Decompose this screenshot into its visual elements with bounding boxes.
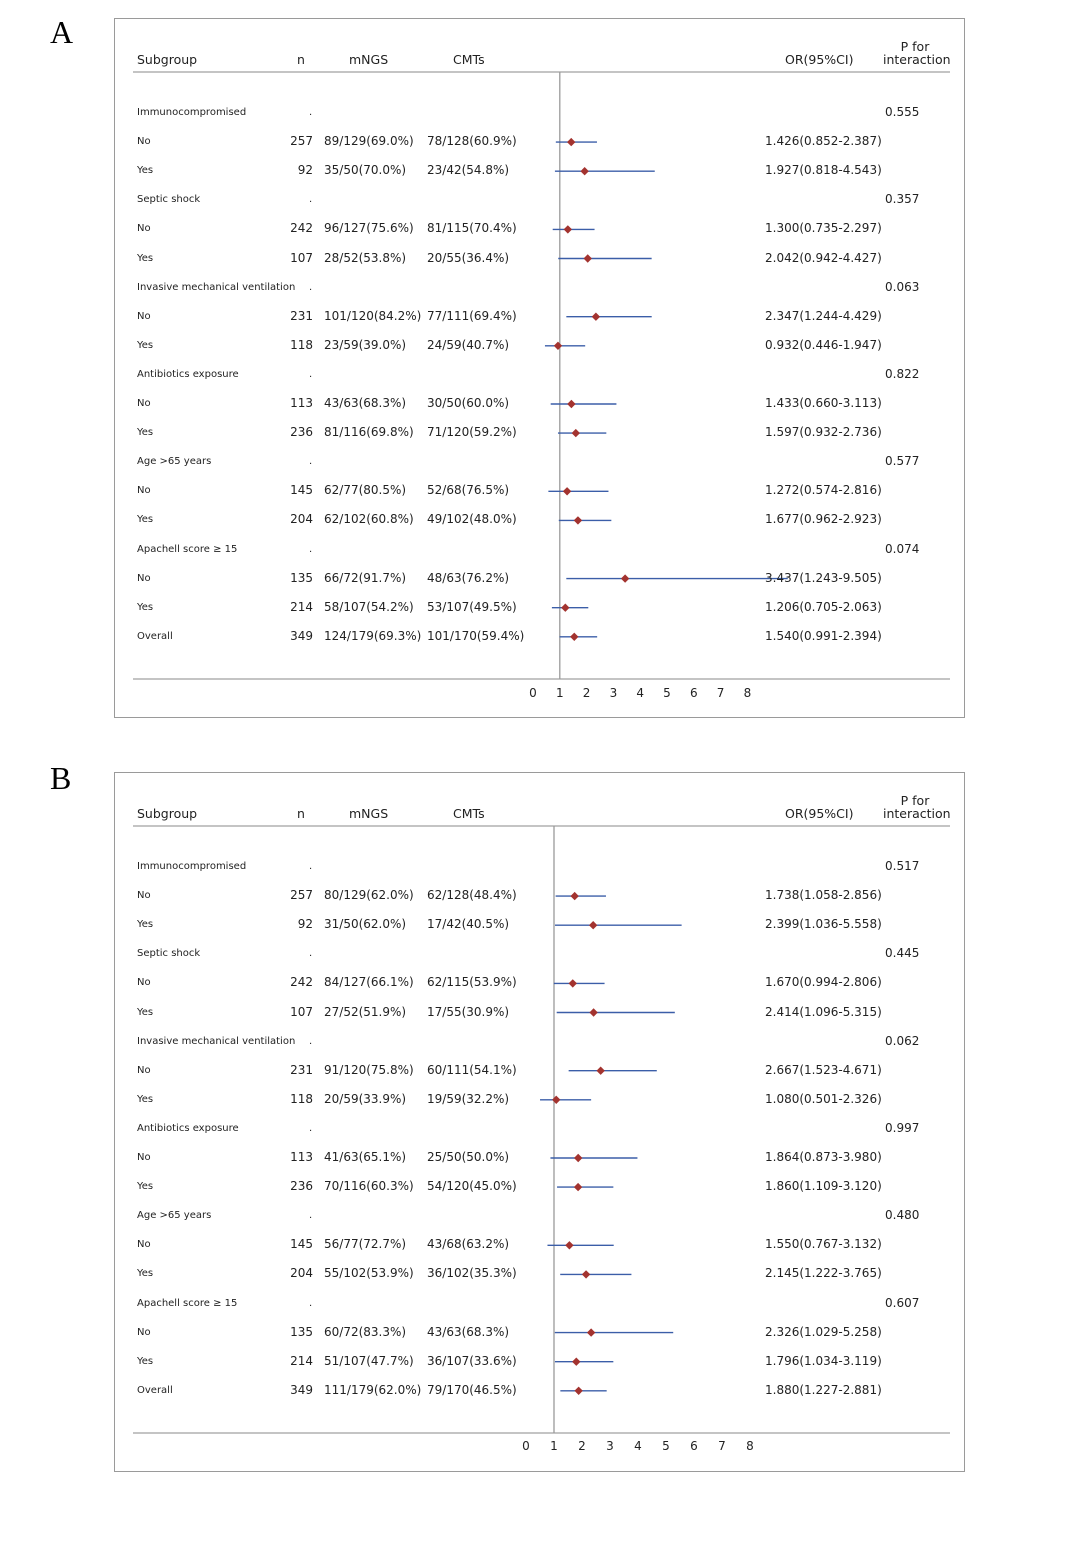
header-cmts: CMTs — [453, 52, 485, 67]
axis-tick-label: 1 — [555, 686, 564, 700]
or-ci-value: 2.347(1.244-4.429) — [765, 308, 882, 323]
or-ci-value: 1.860(1.109-3.120) — [765, 1179, 882, 1194]
cmts-value: 49/102(48.0%) — [427, 512, 517, 527]
or-marker — [574, 516, 582, 524]
group-dot: . — [309, 1122, 313, 1134]
header-p-interaction — [883, 793, 951, 821]
header-n: n — [297, 806, 305, 821]
n-value: 349 — [290, 628, 313, 643]
subgroup-label: No — [137, 572, 151, 584]
or-ci-value: 2.145(1.222-3.765) — [765, 1266, 882, 1281]
n-value: 145 — [290, 1237, 313, 1252]
subgroup-label: Yes — [137, 165, 154, 177]
or-ci-value: 1.540(0.991-2.394) — [765, 628, 882, 643]
mngs-value: 28/52(53.8%) — [324, 250, 407, 265]
or-ci-value: 1.426(0.852-2.387) — [765, 134, 882, 149]
group-label: Apachell score ≥ 15 — [137, 1297, 238, 1309]
header-or: OR(95%CI) — [785, 52, 854, 67]
mngs-value: 91/120(75.8%) — [324, 1062, 414, 1077]
subgroup-label: Yes — [137, 339, 154, 351]
plot-graphics — [115, 19, 966, 719]
n-value: 118 — [290, 337, 313, 352]
mngs-value: 20/59(33.9%) — [324, 1091, 407, 1106]
n-value: 214 — [290, 599, 313, 614]
cmts-value: 53/107(49.5%) — [427, 599, 517, 614]
mngs-value: 81/116(69.8%) — [324, 425, 414, 440]
axis-tick-label: 0 — [529, 686, 537, 700]
or-ci-value: 1.677(0.962-2.923) — [765, 512, 882, 527]
cmts-value: 24/59(40.7%) — [427, 337, 510, 352]
cmts-value: 30/50(60.0%) — [427, 396, 510, 410]
subgroup-label: Yes — [137, 601, 154, 613]
mngs-value: 62/77(80.5%) — [324, 483, 407, 498]
p-interaction-value: 0.074 — [885, 541, 920, 556]
or-marker — [584, 254, 592, 262]
mngs-value: 111/179(62.0%) — [324, 1382, 422, 1397]
mngs-value: 31/50(62.0%) — [324, 917, 407, 932]
axis-tick-label: 7 — [716, 686, 725, 700]
panel-b-letter: B — [50, 760, 72, 796]
cmts-value: 81/115(70.4%) — [427, 221, 517, 236]
p-interaction-value: 0.445 — [885, 946, 920, 961]
group-dot: . — [309, 1297, 313, 1309]
group-label: Septic shock — [137, 948, 201, 960]
cmts-value: 78/128(60.9%) — [427, 134, 517, 149]
or-ci-value: 1.433(0.660-3.113) — [765, 396, 882, 410]
subgroup-label: No — [137, 1064, 151, 1076]
n-value: 107 — [290, 250, 313, 265]
or-marker — [574, 1183, 582, 1191]
or-ci-value: 0.932(0.446-1.947) — [765, 337, 882, 352]
p-interaction-value: 0.555 — [885, 105, 920, 119]
panel-a-letter: A — [50, 14, 74, 50]
subgroup-label: No — [137, 977, 151, 989]
or-ci-value: 1.272(0.574-2.816) — [765, 483, 882, 498]
or-ci-value: 1.550(0.767-3.132) — [765, 1237, 882, 1252]
or-marker — [570, 892, 578, 900]
or-marker — [589, 1008, 597, 1016]
or-marker — [563, 487, 571, 495]
or-marker — [574, 1387, 582, 1395]
n-value: 107 — [290, 1004, 313, 1019]
or-ci-value: 1.206(0.705-2.063) — [765, 599, 882, 614]
or-marker — [554, 342, 562, 350]
cmts-value: 77/111(69.4%) — [427, 308, 517, 323]
header-subgroup: Subgroup — [137, 806, 198, 821]
cmts-value: 48/63(76.2%) — [427, 570, 510, 585]
cmts-value: 62/115(53.9%) — [427, 975, 517, 990]
or-marker — [596, 1067, 604, 1075]
group-label: Age >65 years — [137, 456, 212, 468]
group-label: Septic shock — [137, 194, 201, 206]
or-ci-value: 1.597(0.932-2.736) — [765, 425, 882, 440]
axis-tick-label: 3 — [606, 1439, 614, 1453]
p-interaction-value: 0.822 — [885, 366, 920, 381]
subgroup-label: Yes — [137, 1268, 154, 1280]
or-marker — [592, 313, 600, 321]
header-p-line1: P for — [900, 39, 930, 54]
subgroup-label: Yes — [137, 514, 154, 526]
axis-tick-label: 8 — [743, 686, 752, 700]
axis-tick-label: 2 — [582, 686, 591, 700]
subgroup-label: Yes — [137, 427, 154, 439]
subgroup-label: No — [137, 890, 151, 902]
group-dot: . — [309, 281, 313, 293]
n-value: 92 — [297, 163, 313, 178]
mngs-value: 124/179(69.3%) — [324, 628, 422, 643]
mngs-value: 60/72(83.3%) — [324, 1324, 407, 1339]
axis-tick-label: 4 — [636, 686, 645, 700]
subgroup-label: No — [137, 1326, 151, 1338]
cmts-value: 62/128(48.4%) — [427, 888, 517, 903]
group-dot: . — [309, 543, 313, 555]
p-interaction-value: 0.517 — [885, 859, 920, 873]
group-label: Immunocompromised — [137, 861, 247, 872]
n-value: 118 — [290, 1091, 313, 1106]
or-marker — [574, 1154, 582, 1162]
subgroup-label: Overall — [137, 630, 173, 642]
group-label: Invasive mechanical ventilation — [137, 1035, 296, 1047]
or-ci-value: 1.880(1.227-2.881) — [765, 1382, 882, 1397]
group-label: Antibiotics exposure — [137, 1122, 239, 1134]
axis-tick-label: 6 — [689, 686, 698, 700]
or-marker — [572, 429, 580, 437]
mngs-value: 41/63(65.1%) — [324, 1150, 407, 1164]
subgroup-label: Yes — [137, 1006, 154, 1018]
axis-tick-label: 8 — [746, 1439, 754, 1453]
mngs-value: 43/63(68.3%) — [324, 396, 407, 410]
or-marker — [587, 1328, 595, 1336]
cmts-value: 36/107(33.6%) — [427, 1353, 517, 1368]
or-ci-value: 1.864(0.873-3.980) — [765, 1150, 882, 1164]
group-label: Antibiotics exposure — [137, 368, 239, 380]
cmts-value: 43/68(63.2%) — [427, 1237, 510, 1252]
or-marker — [567, 138, 575, 146]
or-ci-value: 1.080(0.501-2.326) — [765, 1091, 882, 1106]
cmts-value: 36/102(35.3%) — [427, 1266, 517, 1281]
subgroup-label: Yes — [137, 1181, 154, 1193]
or-ci-value: 2.667(1.523-4.671) — [765, 1062, 882, 1077]
mngs-value: 56/77(72.7%) — [324, 1237, 407, 1252]
group-label: Apachell score ≥ 15 — [137, 543, 238, 555]
mngs-value: 35/50(70.0%) — [324, 163, 407, 178]
header-p-interaction — [883, 39, 951, 67]
cmts-value: 19/59(32.2%) — [427, 1091, 510, 1106]
subgroup-label: Yes — [137, 252, 154, 264]
subgroup-label: Yes — [137, 1355, 154, 1367]
cmts-value: 43/63(68.3%) — [427, 1324, 510, 1339]
n-value: 113 — [290, 396, 313, 410]
mngs-value: 55/102(53.9%) — [324, 1266, 414, 1281]
n-value: 204 — [290, 1266, 313, 1281]
mngs-value: 89/129(69.0%) — [324, 134, 414, 149]
mngs-value: 80/129(62.0%) — [324, 888, 414, 903]
n-value: 135 — [290, 570, 313, 585]
cmts-value: 17/42(40.5%) — [427, 917, 510, 932]
header-p-line2: interaction — [883, 52, 951, 67]
or-marker — [561, 604, 569, 612]
n-value: 231 — [290, 1062, 313, 1077]
axis-tick-label: 1 — [550, 1439, 558, 1453]
header-mngs: mNGS — [349, 52, 389, 67]
or-marker — [572, 1358, 580, 1366]
subgroup-label: No — [137, 485, 151, 497]
mngs-value: 23/59(39.0%) — [324, 337, 407, 352]
or-ci-value: 1.927(0.818-4.543) — [765, 163, 882, 178]
n-value: 113 — [290, 1150, 313, 1164]
subgroup-label: No — [137, 136, 151, 148]
subgroup-label: No — [137, 223, 151, 235]
or-marker — [580, 167, 588, 175]
subgroup-label: No — [137, 1239, 151, 1251]
or-marker — [565, 1241, 573, 1249]
header-p-line2: interaction — [883, 806, 951, 821]
n-value: 135 — [290, 1324, 313, 1339]
p-interaction-value: 0.063 — [885, 279, 920, 294]
mngs-value: 51/107(47.7%) — [324, 1353, 414, 1368]
or-ci-value: 2.414(1.096-5.315) — [765, 1004, 882, 1019]
or-ci-value: 1.300(0.735-2.297) — [765, 221, 882, 236]
n-value: 236 — [290, 425, 313, 440]
subgroup-label: Yes — [137, 1093, 154, 1105]
or-ci-value: 1.670(0.994-2.806) — [765, 975, 882, 990]
forest-plot-panel-a — [114, 18, 965, 718]
cmts-value: 23/42(54.8%) — [427, 163, 510, 178]
n-value: 242 — [290, 221, 313, 236]
axis-tick-label: 3 — [609, 686, 618, 700]
p-interaction-value: 0.480 — [885, 1208, 920, 1223]
n-value: 145 — [290, 483, 313, 498]
axis-tick-label: 0 — [522, 1439, 530, 1453]
forest-plot-panel-b — [114, 772, 965, 1472]
cmts-value: 71/120(59.2%) — [427, 425, 517, 440]
subgroup-label: No — [137, 1152, 151, 1163]
header-n: n — [297, 52, 305, 67]
mngs-value: 58/107(54.2%) — [324, 599, 414, 614]
group-dot: . — [309, 194, 313, 206]
group-label: Immunocompromised — [137, 107, 247, 118]
or-ci-value: 2.326(1.029-5.258) — [765, 1324, 882, 1339]
p-interaction-value: 0.357 — [885, 192, 920, 207]
axis-tick-label: 2 — [578, 1439, 586, 1453]
cmts-value: 79/170(46.5%) — [427, 1382, 517, 1397]
header-mngs: mNGS — [349, 806, 389, 821]
or-ci-value: 1.738(1.058-2.856) — [765, 888, 882, 903]
or-marker — [621, 574, 629, 582]
or-ci-value: 3.437(1.243-9.505) — [765, 570, 882, 585]
axis-tick-label: 7 — [718, 1439, 726, 1453]
axis-tick-label: 6 — [690, 1439, 698, 1453]
cmts-value: 20/55(36.4%) — [427, 250, 510, 265]
plot-graphics — [115, 773, 966, 1473]
n-value: 236 — [290, 1179, 313, 1194]
subgroup-label: Overall — [137, 1384, 173, 1396]
header-p-line1: P for — [900, 793, 930, 808]
axis-tick-label: 4 — [634, 1439, 642, 1453]
mngs-value: 96/127(75.6%) — [324, 221, 414, 236]
cmts-value: 54/120(45.0%) — [427, 1179, 517, 1194]
group-dot: . — [309, 1035, 313, 1047]
n-value: 214 — [290, 1353, 313, 1368]
p-interaction-value: 0.607 — [885, 1295, 920, 1310]
or-ci-value: 2.399(1.036-5.558) — [765, 917, 882, 932]
group-dot: . — [309, 368, 313, 380]
group-dot: . — [309, 948, 313, 960]
n-value: 204 — [290, 512, 313, 527]
subgroup-label: No — [137, 310, 151, 322]
mngs-value: 84/127(66.1%) — [324, 975, 414, 990]
or-marker — [582, 1270, 590, 1278]
p-interaction-value: 0.997 — [885, 1120, 920, 1135]
header-cmts: CMTs — [453, 806, 485, 821]
axis-tick-label: 5 — [663, 686, 671, 700]
header-or: OR(95%CI) — [785, 806, 854, 821]
mngs-value: 27/52(51.9%) — [324, 1004, 407, 1019]
group-dot: . — [309, 1210, 313, 1222]
or-ci-value: 2.042(0.942-4.427) — [765, 250, 882, 265]
cmts-value: 52/68(76.5%) — [427, 483, 510, 498]
cmts-value: 101/170(59.4%) — [427, 628, 525, 643]
or-marker — [552, 1096, 560, 1104]
n-value: 349 — [290, 1382, 313, 1397]
or-marker — [567, 400, 575, 408]
group-label: Invasive mechanical ventilation — [137, 281, 296, 293]
mngs-value: 101/120(84.2%) — [324, 308, 422, 323]
group-label: Age >65 years — [137, 1210, 212, 1222]
header-subgroup: Subgroup — [137, 52, 198, 67]
group-dot: . — [309, 861, 313, 872]
mngs-value: 70/116(60.3%) — [324, 1179, 414, 1194]
group-dot: . — [309, 456, 313, 468]
or-ci-value: 1.796(1.034-3.119) — [765, 1353, 882, 1368]
n-value: 231 — [290, 308, 313, 323]
subgroup-label: Yes — [137, 919, 154, 931]
cmts-value: 60/111(54.1%) — [427, 1062, 517, 1077]
or-marker — [569, 979, 577, 987]
group-dot: . — [309, 107, 313, 118]
n-value: 257 — [290, 888, 313, 903]
mngs-value: 66/72(91.7%) — [324, 570, 407, 585]
n-value: 242 — [290, 975, 313, 990]
or-marker — [589, 921, 597, 929]
n-value: 92 — [297, 917, 313, 932]
n-value: 257 — [290, 134, 313, 149]
p-interaction-value: 0.577 — [885, 454, 920, 469]
p-interaction-value: 0.062 — [885, 1033, 920, 1048]
cmts-value: 25/50(50.0%) — [427, 1150, 510, 1164]
cmts-value: 17/55(30.9%) — [427, 1004, 510, 1019]
mngs-value: 62/102(60.8%) — [324, 512, 414, 527]
or-marker — [564, 225, 572, 233]
axis-tick-label: 5 — [662, 1439, 670, 1453]
subgroup-label: No — [137, 398, 151, 409]
or-marker — [570, 633, 578, 641]
